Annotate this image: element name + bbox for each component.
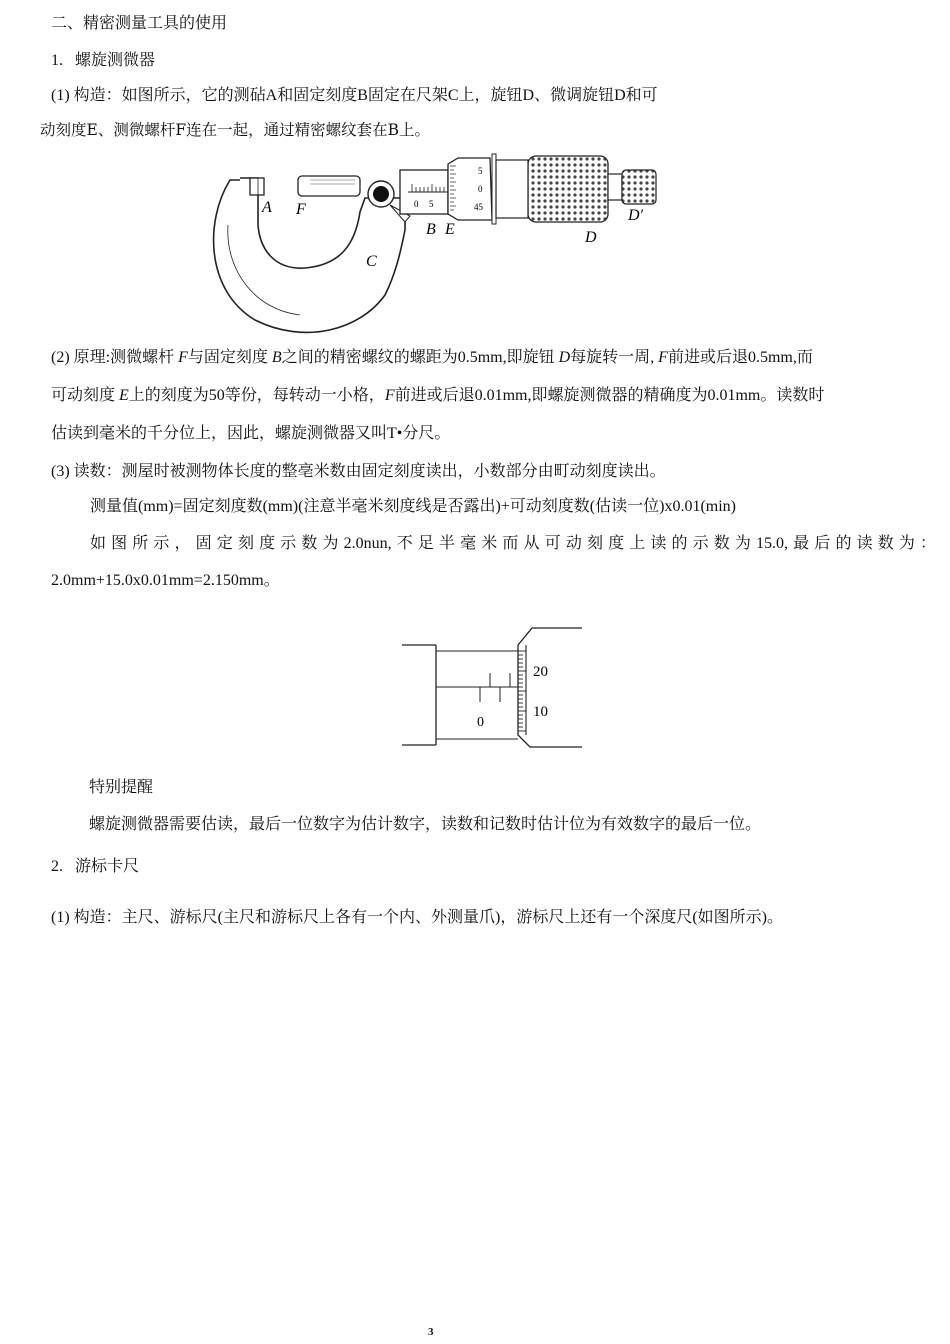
- heading-micrometer: [51, 50, 155, 72]
- paragraph-reading-line1: (3) 读数：测屋时被测物体长度的整亳米数由固定刻度读出，小数部分由町动刻度读出。: [51, 463, 666, 480]
- paragraph-principle-line3: 估读到毫米的千分位上，因此，螺旋测微器又叫T•分尺。: [51, 425, 451, 442]
- reading-example-line1: 如图所示，固定刻度示数为2.0nun,不足半毫米而从可动刻度上读的示数为15.0,最后的读数为：: [90, 535, 936, 552]
- thimble-label-20: 20: [533, 664, 548, 680]
- text: 与固定刻度: [187, 349, 272, 366]
- page-number: 3: [428, 1326, 434, 1338]
- label-E: E: [445, 221, 455, 238]
- reading-figure: [400, 625, 585, 755]
- section-title: 二、精密测量工具的使用: [51, 15, 228, 32]
- symbol-B: B: [271, 349, 282, 366]
- symbol-F: F: [178, 349, 188, 366]
- paragraph-structure-line2: 动刻度E、测微螺杆F连在一起，通过精密螺纹套在B上。: [40, 121, 430, 139]
- text: 可动刻度: [51, 387, 120, 404]
- text: 前进或后退0.5mm,而: [667, 349, 813, 366]
- heading-number: 2.: [51, 858, 63, 875]
- text: 之间的精密螺纹的螺距为0.5mm,即旋钮: [281, 349, 559, 366]
- label-A: A: [262, 199, 272, 216]
- reading-example-line2: 2.0mm+15.0x0.01mm=2.150mm。: [51, 572, 280, 589]
- paragraph-principle-line2: [51, 385, 824, 407]
- label-F: F: [296, 201, 306, 218]
- label-C: C: [366, 253, 377, 270]
- heading-number: 1.: [51, 52, 63, 69]
- paragraph-principle-line1: [51, 347, 813, 369]
- symbol-F: F: [384, 387, 395, 404]
- text: 每旋转一周,: [570, 349, 659, 366]
- thimble-mark-45: 45: [474, 202, 483, 212]
- paragraph-vernier-structure: (1) 构造：主尺、游标尺(主尺和游标尺上各有一个内、外测量爪)，游标尺上还有一个深度尺(如图所示)。: [51, 909, 783, 926]
- reading-formula: 测量值(mm)=固定刻度数(mm)(注意半毫米刻度线是否露出)+可动刻度数(估读一位)x0.01(min): [90, 498, 737, 515]
- sleeve-zero-label: 0: [477, 715, 484, 730]
- paragraph-structure-line1: (1) 构造：如图所示，它的测砧A和固定刻度B固定在尺架C上，旋钮D、微调旋钮D和可: [51, 87, 658, 104]
- notice-title: 特别提醒: [89, 779, 154, 796]
- label-B: B: [426, 221, 436, 238]
- sleeve-mark-0: 0: [414, 199, 419, 209]
- label-D: D: [585, 229, 597, 246]
- thimble-mark-0: 0: [478, 184, 483, 194]
- thimble-label-10: 10: [533, 704, 548, 720]
- heading-text: 螺旋测微器: [75, 52, 156, 69]
- thimble-mark-5: 5: [478, 166, 483, 176]
- heading-vernier: [51, 856, 139, 878]
- micrometer-figure: [200, 150, 670, 342]
- text: 前进或后退0.01mm,即螺旋测微器的精确度为0.01mm。读数时: [394, 387, 825, 404]
- sleeve-mark-5: 5: [429, 199, 434, 209]
- symbol-F: F: [658, 349, 668, 366]
- label-D-prime: D′: [628, 207, 644, 224]
- text: 上的刻度为50等份，每转动一小格，: [128, 387, 385, 404]
- symbol-E: E: [119, 387, 129, 404]
- symbol-D: D: [558, 349, 571, 366]
- heading-text: 游标卡尺: [75, 858, 140, 875]
- text: (2) 原理:测微螺杆: [51, 349, 179, 366]
- notice-body: 螺旋测微器需要估读，最后一位数字为估计数字，读数和记数时估计位为有效数字的最后一位。: [89, 816, 762, 833]
